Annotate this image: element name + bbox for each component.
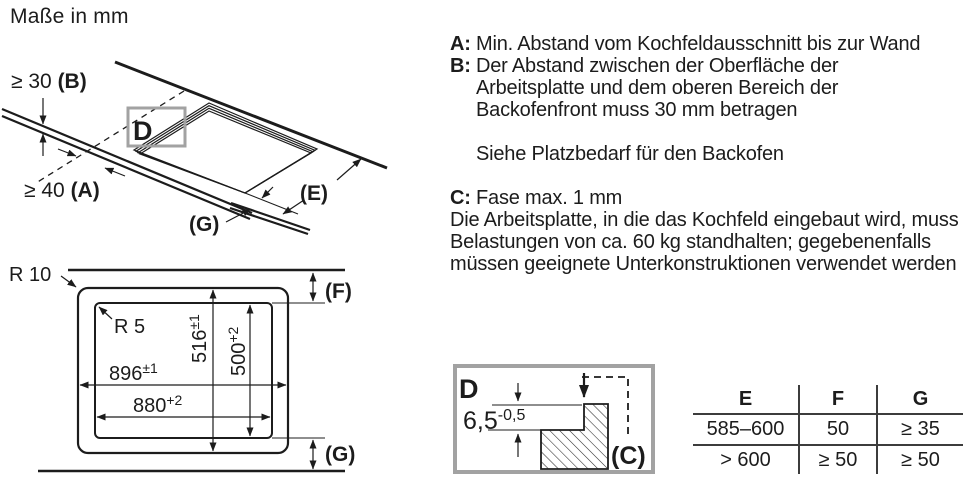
table-cell: 585–600 (706, 418, 785, 440)
label-d-detail: D (459, 374, 479, 404)
note-b (450, 55, 970, 121)
radius-inner-text: R 5 (114, 316, 146, 338)
depth-dim-text: $6,5^{-0,5}$ (463, 407, 526, 435)
efg-header-e: E (738, 387, 753, 410)
table-cell: ≥ 35 (901, 418, 940, 440)
dim-b-text: ≥ 30 (B) (11, 70, 87, 93)
cutout-stepped-edges (134, 103, 317, 193)
table-cell: ≥ 50 (798, 446, 878, 474)
dim-a-arrow-2 (105, 168, 125, 176)
table-cell: ≥ 50 (901, 448, 940, 471)
label-f: (F) (325, 280, 352, 303)
dim-a-text: ≥ 40 (A) (24, 179, 100, 202)
plan-outlines (38, 270, 345, 471)
note-c-key: C: (450, 187, 471, 209)
note-b-text: Der Abstand zwischen der Oberfläche der Arbeitsplatte und dem oberen Bereich der Backofenfront muss 30 mm betragen (476, 55, 839, 121)
note-c (450, 187, 970, 209)
label-e: (E) (300, 182, 328, 205)
dim-896-text: $896^{\pm 1}$ (109, 360, 158, 385)
wall-edge-line (115, 62, 387, 168)
glass-front-edge-2 (230, 208, 308, 234)
r10-leader (61, 276, 76, 287)
note-a-key: A: (450, 33, 471, 55)
note-c-text: Fase max. 1 mm (476, 187, 623, 209)
efg-header-f: F (798, 385, 878, 413)
note-c-paragraph: Die Arbeitsplatte, in die das Kochfeld eingebaut wird, muss Belastungen von ca. 60 kg standhalten; gegebenenfalls müssen geeignete Unterkonstruktionen verwendet werden (450, 209, 959, 275)
detail-d-view (448, 358, 663, 483)
dim-500-text: $500^{+2}$ (225, 326, 250, 376)
page-title: Maße in mm (10, 5, 129, 28)
note-siehe: Siehe Platzbedarf für den Backofen (476, 143, 784, 165)
label-d-iso: D (133, 116, 153, 146)
efg-header-g: G (912, 387, 929, 410)
table-cell: > 600 (720, 448, 771, 471)
note-a-text: Min. Abstand vom Kochfeldausschnitt bis zur Wand (476, 33, 921, 55)
note-a (450, 33, 970, 55)
label-g-plan: (G) (325, 443, 356, 466)
radius-outer-text: R 10 (9, 264, 52, 286)
cutout-plan-view (0, 255, 380, 485)
worktop-section-hatched (541, 404, 608, 469)
dim-a-arrow-1 (58, 149, 76, 156)
label-g-iso: (G) (189, 213, 220, 236)
notes-block (450, 33, 970, 275)
note-b-key: B: (450, 55, 471, 77)
label-c: (C) (611, 442, 646, 470)
efg-table-row-1 (693, 415, 963, 446)
table-cell: 50 (798, 415, 878, 444)
dim-516-text: $516^{\pm 1}$ (186, 314, 211, 363)
efg-table-row-2 (693, 446, 963, 474)
efg-table (693, 385, 963, 474)
wall-dashed-line (36, 91, 184, 183)
worktop-front-edge-2 (2, 116, 250, 219)
isometric-view (0, 50, 400, 245)
efg-table-header-row (693, 385, 963, 415)
dim-880-text: $880^{+2}$ (133, 392, 183, 417)
r5-leader (99, 307, 112, 319)
dim-g-arrow-2 (262, 187, 273, 198)
dim-e-arrow-wall (337, 159, 361, 180)
